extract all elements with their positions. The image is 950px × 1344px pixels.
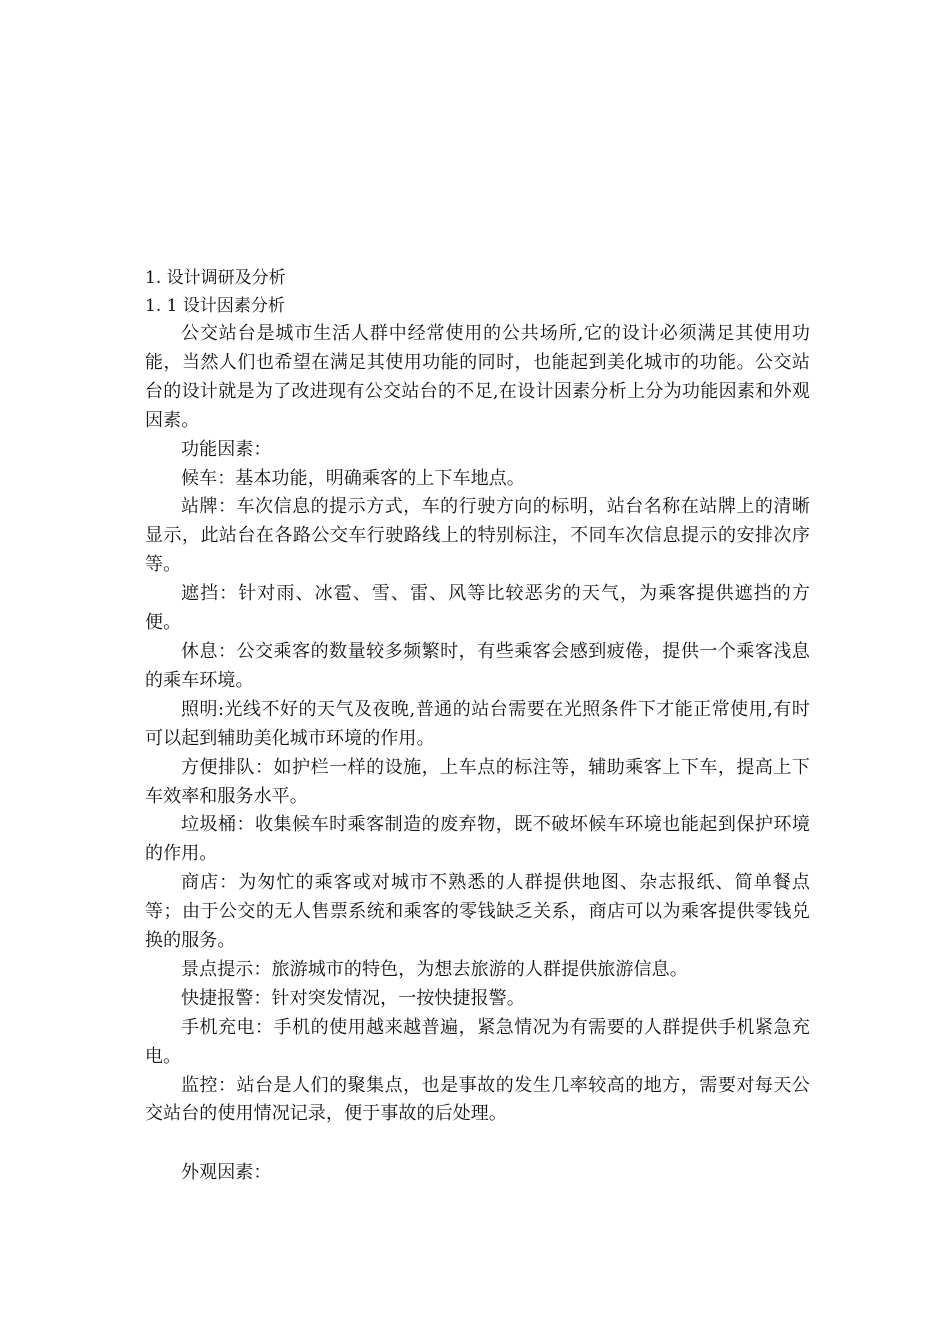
blank-line <box>145 1129 810 1159</box>
factor-shop: 商店：为匆忙的乘客或对城市不熟悉的人群提供地图、杂志报纸、简单餐点等；由于公交的无人售票系统和乘客的零钱缺乏关系，商店可以为乘客提供零钱兑换的服务。 <box>145 872 810 952</box>
subsection-heading: 1. 1 设计因素分析 <box>145 296 285 316</box>
factor-queue: 方便排队：如护栏一样的设施，上车点的标注等，辅助乘客上下车，提高上下车效率和服务水平。 <box>145 756 810 807</box>
factor-attractions: 景点提示：旅游城市的特色，为想去旅游的人群提供旅游信息。 <box>181 958 688 980</box>
intro-paragraph: 公交站台是城市生活人群中经常使用的公共场所,它的设计必须满足其使用功能，当然人们也希望在满足其使用功能的同时，也能起到美化城市的功能。公交站台的设计就是为了改进现有公交站台的不足,在设计因素分析上分为功能因素和外观因素。 <box>145 323 810 431</box>
factor-rest: 休息：公交乘客的数量较多频繁时，有些乘客会感到疲倦，提供一个乘客浅息的乘车环境。 <box>145 640 810 691</box>
section-heading: 1. 设计调研及分析 <box>145 268 286 288</box>
appearance-factors-title: 外观因素： <box>181 1162 272 1184</box>
document-page <box>145 264 810 1188</box>
factor-monitoring: 监控：站台是人们的聚集点，也是事故的发生几率较高的地方，需要对每天公交站台的使用情况记录，便于事故的后处理。 <box>145 1074 810 1125</box>
factor-sign: 站牌：车次信息的提示方式，车的行驶方向的标明，站台名称在站牌上的清晰显示，此站台在各路公交车行驶路线上的特别标注，不同车次信息提示的安排次序等。 <box>145 496 810 576</box>
factor-trash: 垃圾桶：收集候车时乘客制造的废弃物，既不破坏候车环境也能起到保护环境的作用。 <box>145 814 810 865</box>
factor-alarm: 快捷报警：针对突发情况，一按快捷报警。 <box>181 987 525 1009</box>
factor-shelter: 遮挡：针对雨、冰雹、雪、雷、风等比较恶劣的天气，为乘客提供遮挡的方便。 <box>145 583 810 634</box>
factor-charging: 手机充电：手机的使用越来越普遍，紧急情况为有需要的人群提供手机紧急充电。 <box>145 1016 810 1067</box>
factor-lighting: 照明:光线不好的天气及夜晚,普通的站台需要在光照条件下才能正常使用,有时可以起到辅助美化城市环境的作用。 <box>145 698 810 749</box>
functional-factors-title: 功能因素： <box>181 438 272 460</box>
factor-waiting: 候车：基本功能，明确乘客的上下车地点。 <box>181 467 525 489</box>
